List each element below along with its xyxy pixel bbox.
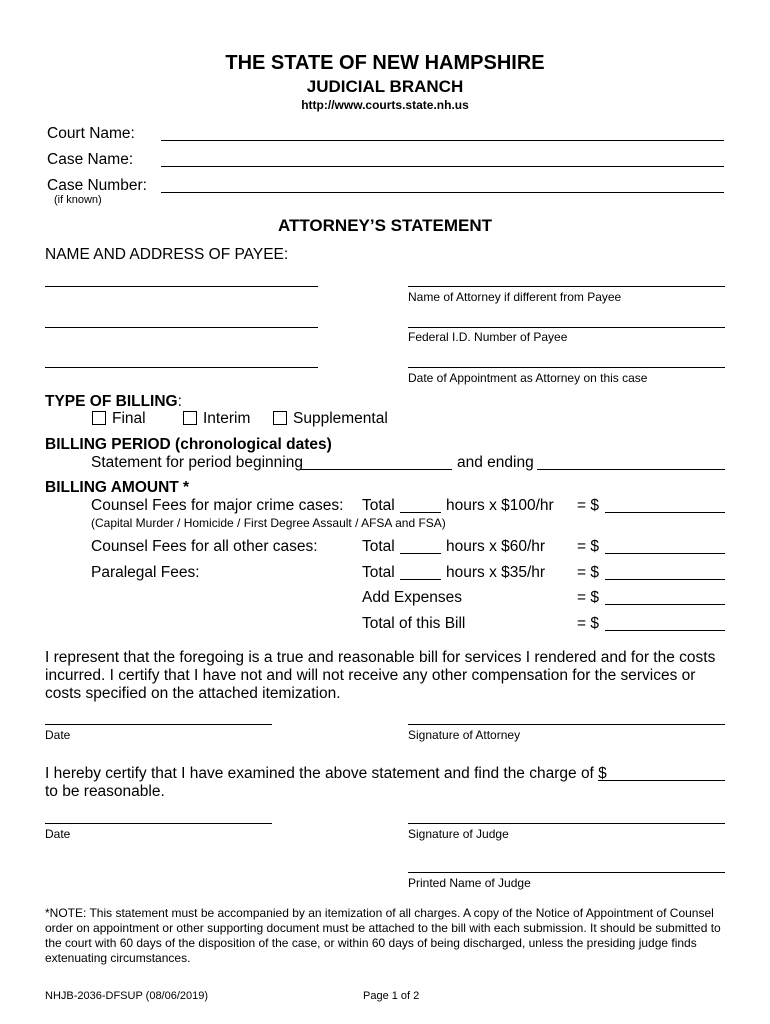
major-eq: = $ <box>577 497 599 514</box>
paralegal-eq: = $ <box>577 564 599 581</box>
other-total-word: Total <box>362 538 395 555</box>
case-name-label: Case Name: <box>47 151 134 168</box>
expenses-eq: = $ <box>577 589 599 606</box>
judge-signature-label: Signature of Judge <box>408 827 509 841</box>
major-crime-note: (Capital Murder / Homicide / First Degree Assault / AFSA and FSA) <box>91 516 446 530</box>
case-name-field[interactable] <box>161 151 724 167</box>
supplemental-checkbox[interactable] <box>273 411 287 425</box>
judge-certify-text: I hereby certify that I have examined the above statement and find the charge of $ <box>45 765 607 782</box>
paralegal-rate: hours x $35/hr <box>446 564 546 581</box>
other-eq: = $ <box>577 538 599 555</box>
final-checkbox[interactable] <box>92 411 106 425</box>
other-hours-field[interactable] <box>400 538 441 554</box>
billing-amount-heading: BILLING AMOUNT * <box>45 479 190 496</box>
court-name-field[interactable] <box>161 125 724 141</box>
judge-signature-field[interactable] <box>408 808 725 824</box>
expenses-amount-field[interactable] <box>605 589 725 605</box>
final-label: Final <box>112 410 146 427</box>
reasonable-text: to be reasonable. <box>45 783 165 800</box>
judge-date-label: Date <box>45 827 71 841</box>
footnote: *NOTE: This statement must be accompanied by an itemization of all charges. A copy of the Notice of Appointment of Counsel order on appointment or other supporting document must be attached to the bill with each submission. It should be submitted to the court with 60 days of the disposition of the case, or within 60 days of being discharged, unless the presiding judge finds extenuating circumstances. <box>45 906 721 965</box>
other-rate: hours x $60/hr <box>446 538 546 555</box>
period-beginning-label: Statement for period beginning <box>91 454 303 471</box>
supplemental-label: Supplemental <box>293 410 388 427</box>
billing-type-heading: TYPE OF BILLING: <box>45 393 182 410</box>
payee-line-2[interactable] <box>45 312 318 328</box>
form-title: ATTORNEY’S STATEMENT <box>277 216 493 235</box>
period-beginning-field[interactable] <box>301 454 452 470</box>
total-bill-label: Total of this Bill <box>362 615 466 632</box>
payee-line-1[interactable] <box>45 271 318 287</box>
judge-date-field[interactable] <box>45 808 272 824</box>
appointment-date-label: Date of Appointment as Attorney on this case <box>408 371 648 385</box>
judge-charge-field[interactable] <box>598 765 725 781</box>
add-expenses-label: Add Expenses <box>362 589 462 606</box>
other-amount-field[interactable] <box>605 538 725 554</box>
total-eq: = $ <box>577 615 599 632</box>
attorney-date-label: Date <box>45 728 71 742</box>
federal-id-label: Federal I.D. Number of Payee <box>408 330 568 344</box>
period-ending-field[interactable] <box>537 454 725 470</box>
billing-period-heading: BILLING PERIOD (chronological dates) <box>45 436 332 453</box>
page-number: Page 1 of 2 <box>363 990 420 1002</box>
other-cases-label: Counsel Fees for all other cases: <box>91 538 318 555</box>
attorney-name-field[interactable] <box>408 271 725 287</box>
paralegal-hours-field[interactable] <box>400 564 441 580</box>
court-name-label: Court Name: <box>47 125 135 142</box>
payee-line-3[interactable] <box>45 352 318 368</box>
if-known-note: (if known) <box>54 194 102 206</box>
total-amount-field[interactable] <box>605 615 725 631</box>
federal-id-field[interactable] <box>408 312 725 328</box>
paralegal-amount-field[interactable] <box>605 564 725 580</box>
attorney-signature-field[interactable] <box>408 709 725 725</box>
court-url[interactable]: http://www.courts.state.nh.us <box>301 98 469 112</box>
attorney-signature-label: Signature of Attorney <box>408 728 521 742</box>
interim-label: Interim <box>203 410 251 427</box>
attorney-name-label: Name of Attorney if different from Payee <box>408 290 622 304</box>
major-amount-field[interactable] <box>605 497 725 513</box>
major-total-word: Total <box>362 497 395 514</box>
judge-printed-name-field[interactable] <box>408 857 725 873</box>
case-number-label: Case Number: <box>47 177 147 194</box>
attorney-certification-text: I represent that the foregoing is a true and reasonable bill for services I rendered and for the costs incurred. I certify that I have not and will not receive any other compensation for the services or costs specified on the attached itemization. <box>45 649 716 702</box>
paralegal-total-word: Total <box>362 564 395 581</box>
interim-checkbox[interactable] <box>183 411 197 425</box>
form-id: NHJB-2036-DFSUP (08/06/2019) <box>45 990 209 1002</box>
state-title: THE STATE OF NEW HAMPSHIRE <box>225 52 545 74</box>
branch-title: JUDICIAL BRANCH <box>306 77 464 96</box>
period-ending-label: and ending <box>457 454 534 471</box>
payee-heading: NAME AND ADDRESS OF PAYEE: <box>45 246 289 263</box>
paralegal-label: Paralegal Fees: <box>91 564 200 581</box>
major-rate: hours x $100/hr <box>446 497 554 514</box>
judge-printed-name-label: Printed Name of Judge <box>408 876 531 890</box>
appointment-date-field[interactable] <box>408 352 725 368</box>
major-crime-label: Counsel Fees for major crime cases: <box>91 497 344 514</box>
major-hours-field[interactable] <box>400 497 441 513</box>
attorney-date-field[interactable] <box>45 709 272 725</box>
case-number-field[interactable] <box>161 177 724 193</box>
